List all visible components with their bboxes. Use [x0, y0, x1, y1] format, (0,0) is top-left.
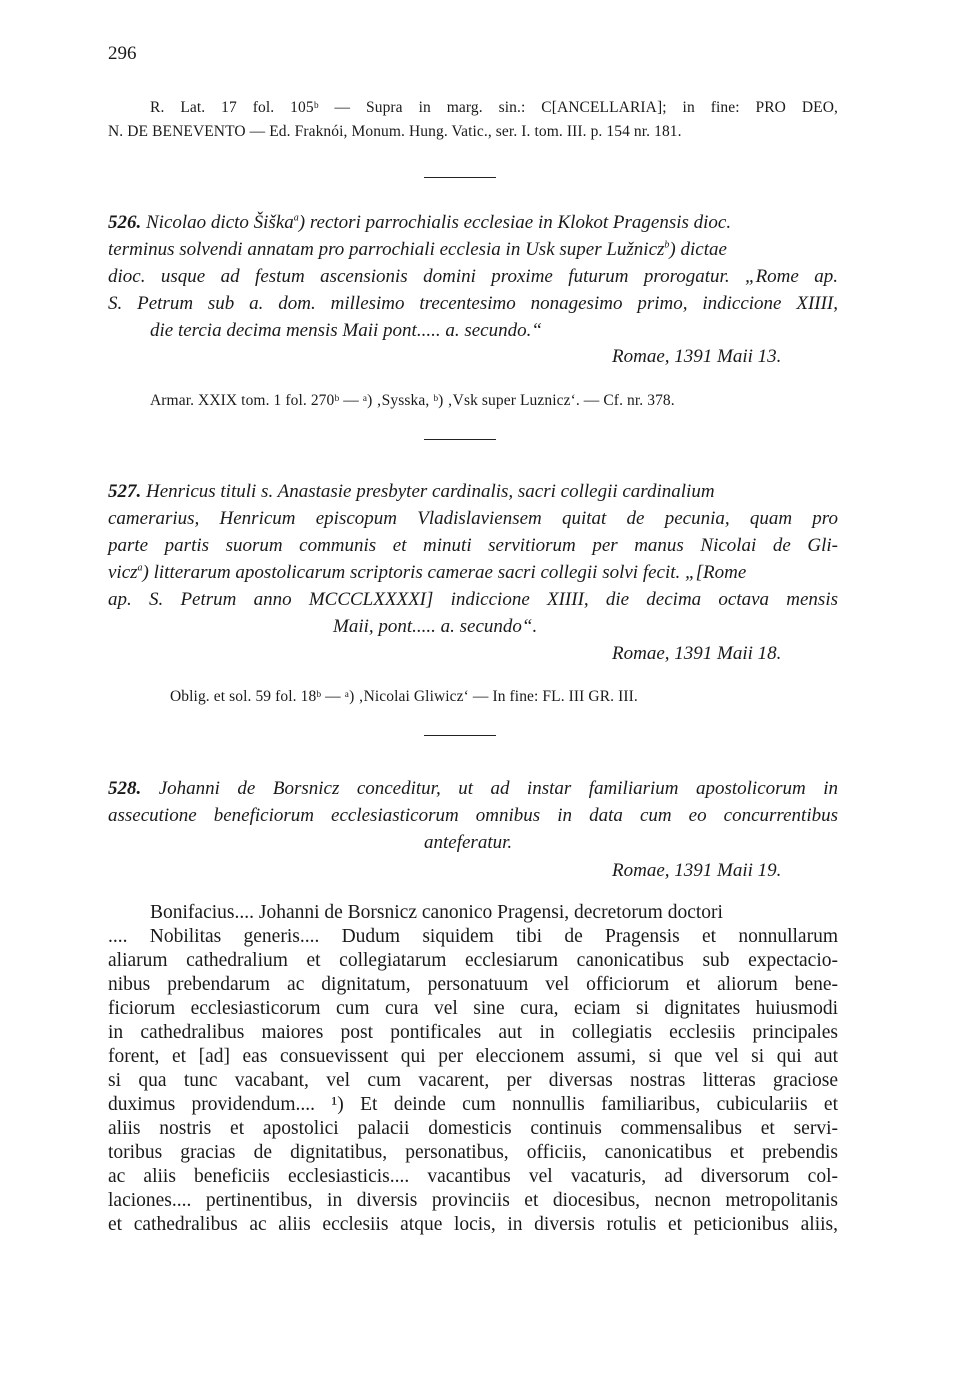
doc-526-l2-rest: ) dictae: [669, 239, 727, 260]
doc-527-line-2: camerarius, Henricum episcopum Vladislaviensem quitat de pecunia, quam pro: [108, 508, 838, 529]
doc-527-l4b: ) litterarum apostolicarum scriptoris camerae sacri collegii solvi fecit. „[Rome: [142, 562, 747, 583]
doc-526-line-3: dioc. usque ad festum ascensionis domini proxime futurum prorogatur. „Rome ap.: [108, 266, 838, 287]
doc-528-number: 528.: [108, 778, 142, 799]
doc-527-line-5: ap. S. Petrum anno MCCCLXXXXI] indiccione XIIII, die decima octava mensis: [108, 589, 838, 610]
section-divider: [424, 735, 496, 736]
doc-528-body-line: .... Nobilitas generis.... Dudum siquidem tibi de Pragensis et nonnullarum: [108, 926, 838, 947]
doc-528-body-line: si qua tunc vacabant, vel cum vacarent, per diversas nostras litteras graciose: [108, 1070, 838, 1091]
section-divider: [424, 439, 496, 440]
header-note-line-2: N. DE BENEVENTO — Ed. Fraknói, Monum. Hung. Vatic., ser. I. tom. III. p. 154 nr. 181.: [108, 123, 682, 140]
doc-528-line-3: anteferatur.: [424, 832, 513, 853]
doc-527-line-3: parte partis suorum communis et minuti servitiorum per manus Nicolai de Gli-: [108, 535, 838, 556]
page-number: 296: [108, 43, 137, 64]
doc-528-body-line: in cathedralibus maiores post pontificales aut in collegiatis ecclesiis principales: [108, 1022, 838, 1043]
doc-528-body-line: ficiorum ecclesiasticorum cum cura vel sine cura, eciam si dignitates huiusmodi: [108, 998, 838, 1019]
doc-526-line-2: [108, 240, 727, 259]
header-note-line-1: R. Lat. 17 fol. 105ᵇ — Supra in marg. sin.: C[ANCELLARIA]; in fine: PRO DEO,: [150, 99, 838, 116]
doc-527-number: 527.: [108, 481, 142, 502]
doc-526-number: 526.: [108, 212, 142, 233]
footnote-marker: a: [293, 212, 299, 224]
doc-527-date: Romae, 1391 Maii 18.: [612, 643, 782, 664]
doc-526-title-part: Nicolao dicto Šiška: [146, 212, 294, 233]
doc-528-body-line: Bonifacius.... Johanni de Borsnicz canonico Pragensi, decretorum doctori: [150, 902, 723, 923]
doc-526-l2-text: terminus solvendi annatam pro parrochiali ecclesia in Usk super Lužnicz: [108, 239, 665, 260]
doc-527-heading: [108, 482, 715, 501]
section-divider: [424, 177, 496, 178]
doc-527-l4a: vicz: [108, 562, 138, 583]
footnote-marker: a: [137, 562, 143, 574]
doc-528-title: Johanni de Borsnicz conceditur, ut ad instar familiarium apostolicorum in: [158, 778, 839, 799]
doc-528-body-line: duximus providendum.... ¹) Et deinde cum nonnullis familiaribus, cubiculariis et: [108, 1094, 838, 1115]
doc-528-body-line: ac aliis beneficiis ecclesiasticis.... vacantibus vel vacaturis, ad diversorum col-: [108, 1166, 838, 1187]
doc-527-line-6: Maii, pont..... a. secundo“.: [333, 616, 538, 637]
doc-526-line-4: S. Petrum sub a. dom. millesimo trecentesimo nonagesimo primo, indiccione XIIII,: [108, 293, 838, 314]
doc-528-body-line: forent, et [ad] eas consuevissent qui per eleccionem assumi, si que vel si qui aut: [108, 1046, 838, 1067]
doc-526-title-rest: ) rectori parrochialis ecclesiae in Klokot Pragensis dioc.: [298, 212, 732, 233]
doc-526-line-5: die tercia decima mensis Maii pont..... a. secundo.“: [150, 320, 542, 341]
doc-528-body-line: toribus gracias de dignitatibus, personatibus, officiis, canonicatibus et prebendis: [108, 1142, 838, 1163]
doc-528-body-line: et cathedralibus ac aliis ecclesiis atque locis, in diversis rotulis et peticionibus aliis,: [108, 1214, 838, 1235]
doc-528-heading: [108, 779, 838, 798]
doc-528-line-2: assecutione beneficiorum ecclesiasticorum omnibus in data cum eo concurrentibus: [108, 805, 838, 826]
doc-527-line-4: [108, 563, 746, 582]
doc-528-body-line: aliis nostris et apostolici palacii domesticis continuis commensalibus et servi-: [108, 1118, 838, 1139]
doc-526-source: Armar. XXIX tom. 1 fol. 270ᵇ — ᵃ) ‚Sysska, ᵇ) ‚Vsk super Luznicz‘. — Cf. nr. 378.: [150, 392, 675, 409]
doc-526-date: Romae, 1391 Maii 13.: [612, 346, 782, 367]
doc-528-date: Romae, 1391 Maii 19.: [612, 860, 782, 881]
doc-527-title: Henricus tituli s. Anastasie presbyter cardinalis, sacri collegii cardinalium: [146, 481, 715, 502]
footnote-marker: b: [664, 239, 670, 251]
doc-528-body-line: aliarum cathedralium et collegiatarum ecclesiarum canonicatibus sub expectacio-: [108, 950, 838, 971]
doc-526-heading: [108, 213, 731, 232]
doc-527-source: Oblig. et sol. 59 fol. 18ᵇ — ᵃ) ‚Nicolai Gliwicz‘ — In fine: FL. III GR. III.: [170, 688, 638, 705]
doc-528-body-line: laciones.... pertinentibus, in diversis provinciis et diocesibus, necnon metropolitanis: [108, 1190, 838, 1211]
doc-528-body-line: nibus prebendarum ac dignitatum, personatuum vel officiorum et aliorum bene-: [108, 974, 838, 995]
